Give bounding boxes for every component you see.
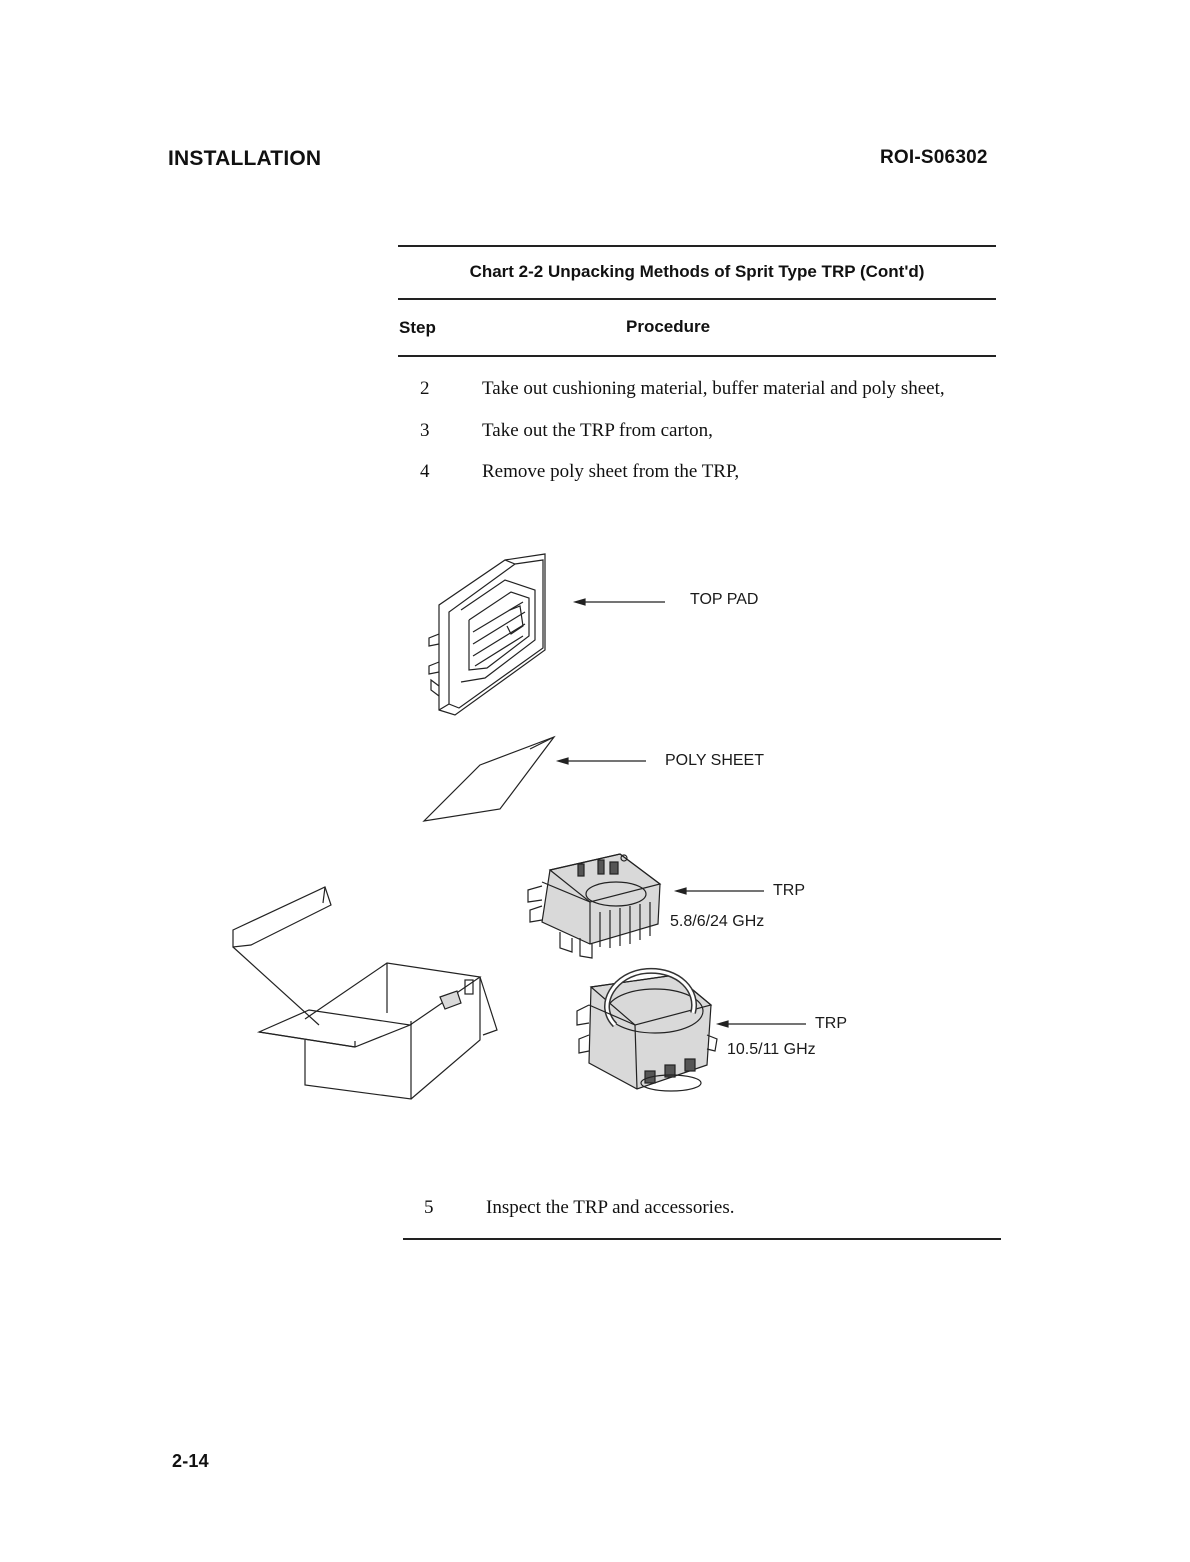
arrow-icon xyxy=(676,886,766,896)
bottom-rule xyxy=(403,1238,1001,1240)
arrow-icon xyxy=(718,1019,808,1029)
chart-title: Chart 2-2 Unpacking Methods of Sprit Type TRP (Cont'd) xyxy=(469,262,925,281)
step-text: Take out cushioning material, buffer material and poly sheet, xyxy=(482,378,945,399)
top-rule xyxy=(398,245,996,247)
trp-radio-unit-illustration xyxy=(575,965,725,1100)
step-text: Take out the TRP from carton, xyxy=(482,420,713,441)
step-number: 5 xyxy=(424,1197,434,1218)
arrow-icon xyxy=(558,756,648,766)
step-number: 3 xyxy=(420,420,430,441)
step-text: Remove poly sheet from the TRP, xyxy=(482,461,740,482)
trp-frequency-label: 10.5/11 GHz xyxy=(727,1041,816,1058)
trp-label: TRP xyxy=(773,882,805,899)
top-pad-illustration xyxy=(425,550,555,720)
trp-frequency-label: 5.8/6/24 GHz xyxy=(670,913,765,930)
top-pad-label: TOP PAD xyxy=(690,591,759,608)
step-text: Inspect the TRP and accessories. xyxy=(486,1197,735,1218)
column-header-procedure: Procedure xyxy=(626,317,711,336)
column-header-step: Step xyxy=(399,318,436,337)
step-number: 4 xyxy=(420,461,430,482)
title-rule xyxy=(398,298,996,300)
document-id: ROI-S06302 xyxy=(880,147,988,168)
trp-radio-unit-illustration xyxy=(520,852,670,962)
header-rule xyxy=(398,355,996,357)
section-title: INSTALLATION xyxy=(168,147,322,170)
arrow-icon xyxy=(575,597,667,607)
trp-label: TRP xyxy=(815,1015,847,1032)
step-number: 2 xyxy=(420,378,430,399)
carton-illustration xyxy=(225,885,505,1105)
page-number: 2-14 xyxy=(172,1451,209,1471)
poly-sheet-illustration xyxy=(420,735,560,825)
poly-sheet-label: POLY SHEET xyxy=(665,752,764,769)
